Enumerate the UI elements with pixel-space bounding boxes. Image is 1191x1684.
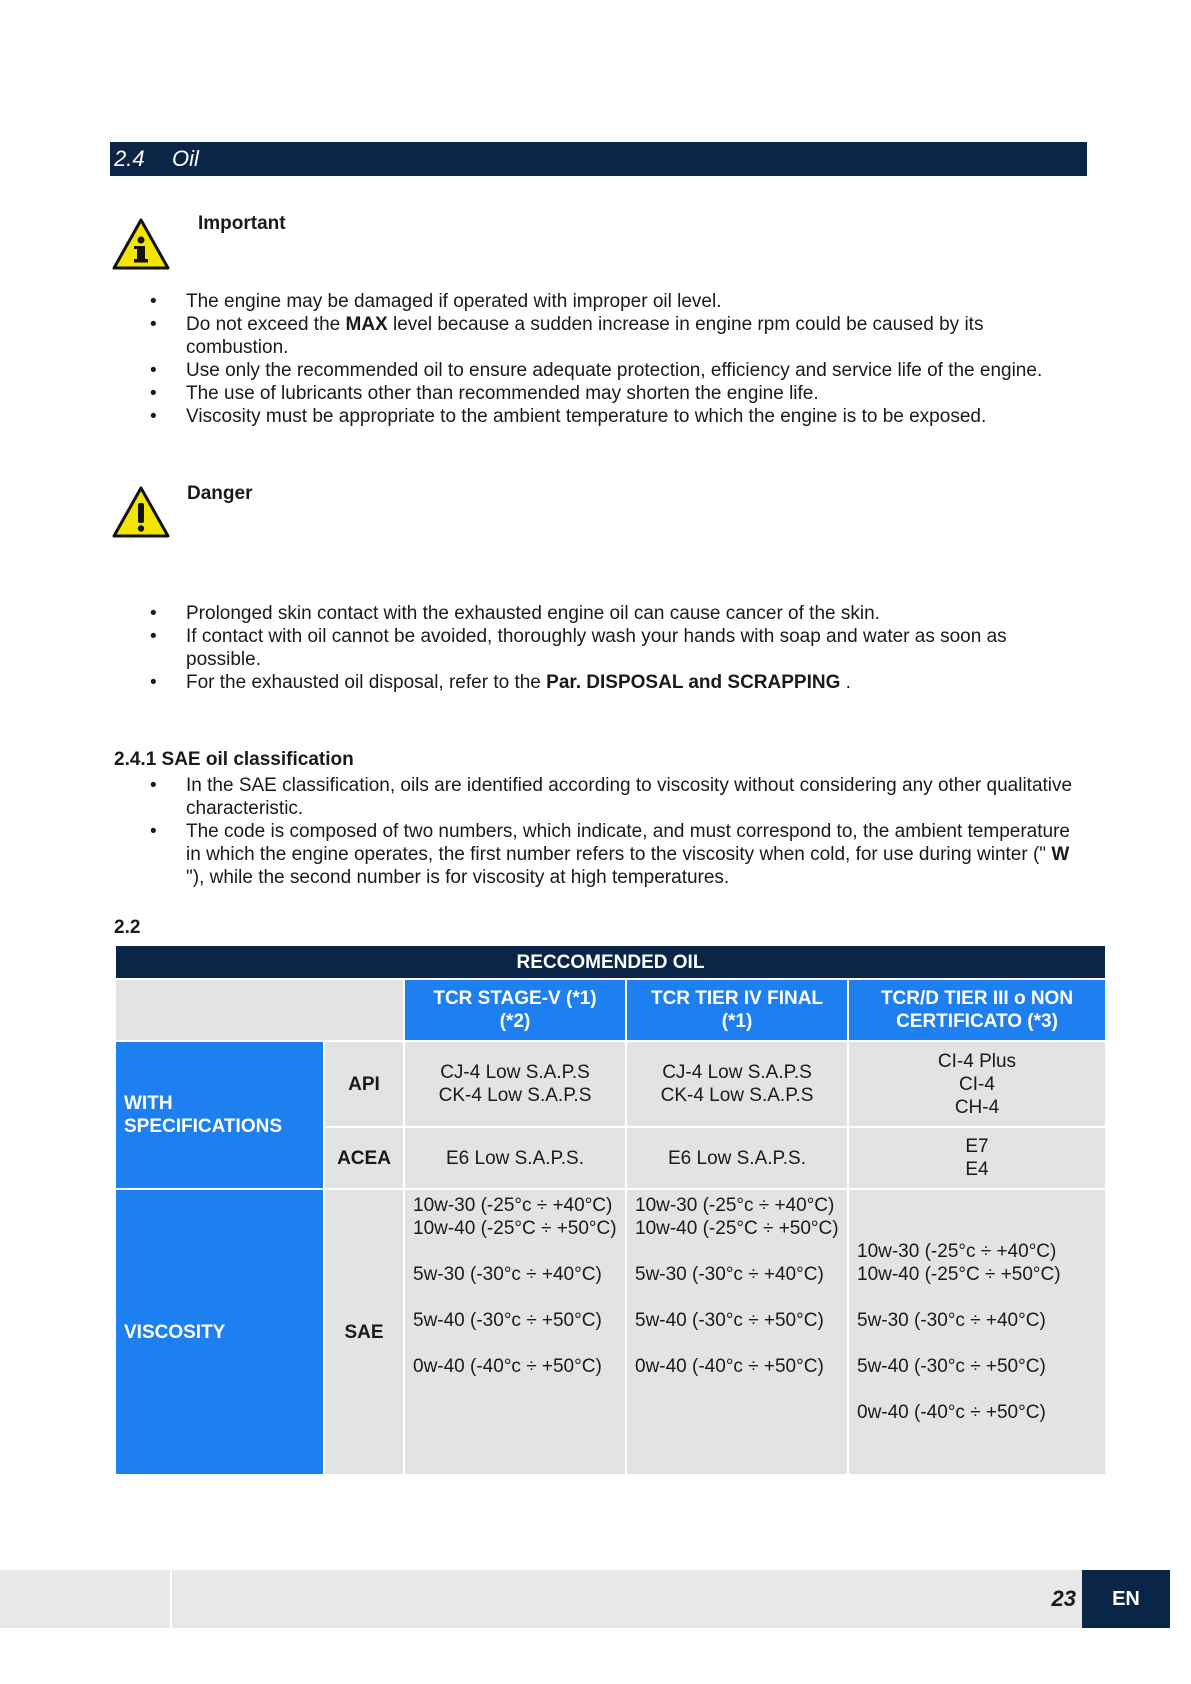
important-title: Important xyxy=(198,213,286,234)
table-cell: CJ-4 Low S.A.P.S CK-4 Low S.A.P.S xyxy=(404,1041,626,1127)
table-cell: E6 Low S.A.P.S. xyxy=(404,1127,626,1189)
page-number: 23 xyxy=(1051,1586,1076,1611)
footer-divider xyxy=(170,1570,172,1628)
info-warning-icon xyxy=(112,218,170,270)
row-label: WITH SPECIFICATIONS xyxy=(115,1041,324,1189)
footer-band xyxy=(0,1570,1082,1628)
language-badge: EN xyxy=(1082,1570,1170,1628)
important-list xyxy=(150,290,1080,428)
list-item: • The use of lubricants other than recommended may shorten the engine life. xyxy=(150,382,1080,405)
empty-header-cell xyxy=(115,979,404,1041)
table-cell: E7 E4 xyxy=(848,1127,1106,1189)
table-cell: 10w-30 (-25°c ÷ +40°C) 10w-40 (-25°C ÷ +50°C) 5w-30 (-30°c ÷ +40°C) 5w-40 (-30°c ÷ +50°C) 0w-40 (-40°c ÷ +50°C) xyxy=(848,1189,1106,1475)
list-item: • Viscosity must be appropriate to the ambient temperature to which the engine is to be exposed. xyxy=(150,405,1080,428)
exclamation-warning-icon xyxy=(112,486,170,538)
sae-label: SAE xyxy=(324,1189,404,1475)
section-header xyxy=(110,142,1087,176)
column-header: TCR/D TIER III o NON CERTIFICATO (*3) xyxy=(848,979,1106,1041)
table-caption: 2.2 xyxy=(114,917,141,938)
danger-title: Danger xyxy=(187,483,253,504)
list-item: • In the SAE classification, oils are identified according to viscosity without considering any other qualitative characteristic. xyxy=(150,774,1080,820)
list-item: • For the exhausted oil disposal, refer to the Par. DISPOSAL and SCRAPPING . xyxy=(150,671,1080,694)
table-cell: 10w-30 (-25°c ÷ +40°C) 10w-40 (-25°C ÷ +50°C) 5w-30 (-30°c ÷ +40°C) 5w-40 (-30°c ÷ +50°C) 0w-40 (-40°c ÷ +50°C) xyxy=(404,1189,626,1475)
list-item: • Use only the recommended oil to ensure adequate protection, efficiency and service life of the engine. xyxy=(150,359,1080,382)
table-title: RECCOMENDED OIL xyxy=(115,945,1106,979)
list-item: • Do not exceed the MAX level because a sudden increase in engine rpm could be caused by its combustion. xyxy=(150,313,1080,359)
recommended-oil-table xyxy=(114,944,1107,1476)
list-item: • Prolonged skin contact with the exhausted engine oil can cause cancer of the skin. xyxy=(150,602,1080,625)
column-header: TCR STAGE-V (*1) (*2) xyxy=(404,979,626,1041)
list-item: • The engine may be damaged if operated with improper oil level. xyxy=(150,290,1080,313)
danger-list xyxy=(150,602,1080,694)
subsection-title: 2.4.1 SAE oil classification xyxy=(114,749,354,770)
acea-label: ACEA xyxy=(324,1127,404,1189)
list-item: • The code is composed of two numbers, which indicate, and must correspond to, the ambient temperature in which the engine operates, the first number refers to the viscosity when cold, for use during winter (" W "), while the second number is for viscosity at high temperatures. xyxy=(150,820,1080,889)
row-label: VISCOSITY xyxy=(115,1189,324,1475)
list-item: • If contact with oil cannot be avoided, thoroughly wash your hands with soap and water as soon as possible. xyxy=(150,625,1080,671)
api-label: API xyxy=(324,1041,404,1127)
table-cell: CJ-4 Low S.A.P.S CK-4 Low S.A.P.S xyxy=(626,1041,848,1127)
table-cell: CI-4 Plus CI-4 CH-4 xyxy=(848,1041,1106,1127)
section-title: Oil xyxy=(172,146,199,171)
table-cell: 10w-30 (-25°c ÷ +40°C) 10w-40 (-25°C ÷ +50°C) 5w-30 (-30°c ÷ +40°C) 5w-40 (-30°c ÷ +50°C) 0w-40 (-40°c ÷ +50°C) xyxy=(626,1189,848,1475)
column-header: TCR TIER IV FINAL (*1) xyxy=(626,979,848,1041)
sae-list xyxy=(150,774,1080,889)
section-number: 2.4 xyxy=(114,146,145,171)
table-cell: E6 Low S.A.P.S. xyxy=(626,1127,848,1189)
